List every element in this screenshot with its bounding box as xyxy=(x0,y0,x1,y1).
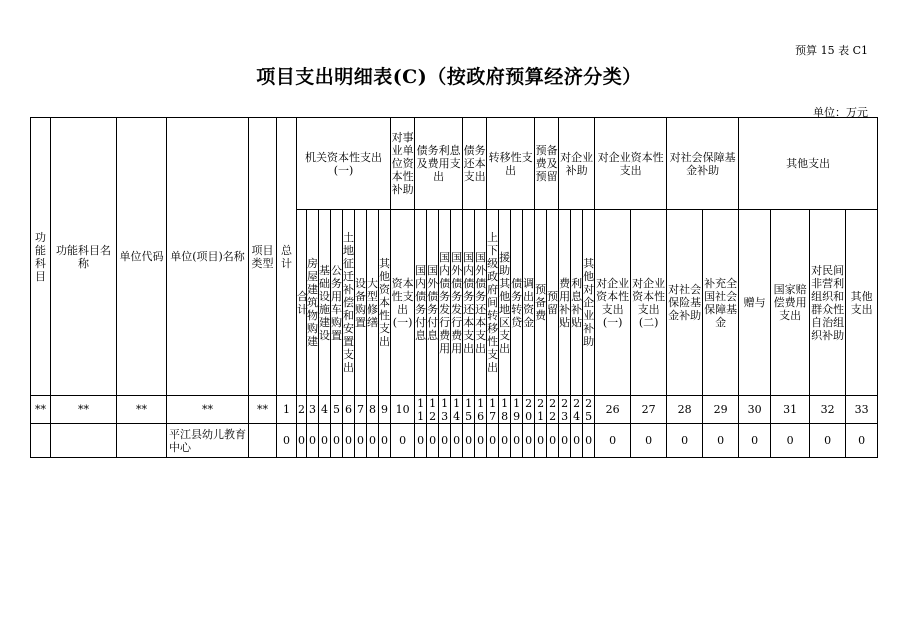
hdr-sub: 土地征迁补偿和安置支出 xyxy=(343,210,355,396)
hdr-group-transfer: 转移性支出 xyxy=(487,118,535,210)
cell-value: 0 xyxy=(319,424,331,458)
index-num: 29 xyxy=(703,396,739,424)
hdr-sub: 国内债务付息 xyxy=(415,210,427,396)
index-num: 16 xyxy=(475,396,487,424)
cell-value: 0 xyxy=(391,424,415,458)
hdr-sub: 国内债务还本支出 xyxy=(463,210,475,396)
hdr-sub: 补充全国社会保障基金 xyxy=(703,210,739,396)
cell-value: 0 xyxy=(427,424,439,458)
index-num: 32 xyxy=(810,396,846,424)
hdr-sub: 援助其他地区支出 xyxy=(499,210,511,396)
table-row xyxy=(31,424,878,458)
hdr-sub: 债务转贷 xyxy=(511,210,523,396)
hdr-sub: 国内债务发行费用 xyxy=(439,210,451,396)
cell-value: 0 xyxy=(511,424,523,458)
hdr-sub: 公务用车购置 xyxy=(331,210,343,396)
page-title: 项目支出明细表(C)（按政府预算经济分类） xyxy=(256,66,642,88)
index-row xyxy=(31,396,878,424)
hdr-sub: 合计 xyxy=(297,210,307,396)
index-num: 19 xyxy=(511,396,523,424)
index-num: 24 xyxy=(571,396,583,424)
hdr-sub: 国家赔偿费用支出 xyxy=(771,210,810,396)
hdr-group-enterprise-subsidy: 对企业补助 xyxy=(559,118,595,210)
hdr-sub: 对企业资本性支出(二) xyxy=(631,210,667,396)
cell-value: 0 xyxy=(277,424,297,458)
cell-value: 0 xyxy=(571,424,583,458)
cell-value: 0 xyxy=(810,424,846,458)
cell-value: 0 xyxy=(547,424,559,458)
cell-value: 0 xyxy=(771,424,810,458)
hdr-sub: 利息补贴 xyxy=(571,210,583,396)
index-num: 31 xyxy=(771,396,810,424)
index-star: ** xyxy=(249,396,277,424)
cell-value: 0 xyxy=(439,424,451,458)
hdr-group-debt-principal: 债务还本支出 xyxy=(463,118,487,210)
form-number: 预算 15 表 C1 xyxy=(795,44,868,57)
cell-value: 0 xyxy=(355,424,367,458)
index-num: 7 xyxy=(355,396,367,424)
cell-value: 0 xyxy=(379,424,391,458)
cell-unit-name: 平江县幼儿教育中心 xyxy=(167,424,249,458)
cell-value: 0 xyxy=(703,424,739,458)
index-num: 11 xyxy=(415,396,427,424)
cell-value: 0 xyxy=(367,424,379,458)
hdr-sub: 国外债务还本支出 xyxy=(475,210,487,396)
hdr-sub: 大型修缮 xyxy=(367,210,379,396)
index-num: 25 xyxy=(583,396,595,424)
cell-func-name xyxy=(51,424,117,458)
index-num: 13 xyxy=(439,396,451,424)
index-num: 14 xyxy=(451,396,463,424)
hdr-sub: 其他支出 xyxy=(846,210,878,396)
cell-value: 0 xyxy=(451,424,463,458)
index-num: 23 xyxy=(559,396,571,424)
cell-value: 0 xyxy=(559,424,571,458)
index-num: 28 xyxy=(667,396,703,424)
hdr-sub: 资本性支出(一) xyxy=(391,210,415,396)
hdr-sub: 房屋建筑物购建 xyxy=(307,210,319,396)
cell-value: 0 xyxy=(415,424,427,458)
cell-value: 0 xyxy=(523,424,535,458)
index-num: 5 xyxy=(331,396,343,424)
hdr-group-debt-interest: 债务利息及费用支出 xyxy=(415,118,463,210)
cell-value: 0 xyxy=(463,424,475,458)
hdr-group-enterprise-capital: 对企业资本性支出 xyxy=(595,118,667,210)
hdr-sub: 对民间非营利组织和群众性自治组织补助 xyxy=(810,210,846,396)
index-num: 6 xyxy=(343,396,355,424)
index-num: 3 xyxy=(307,396,319,424)
hdr-sub: 预留 xyxy=(547,210,559,396)
cell-value: 0 xyxy=(343,424,355,458)
index-num: 4 xyxy=(319,396,331,424)
index-num: 26 xyxy=(595,396,631,424)
index-num: 10 xyxy=(391,396,415,424)
index-num: 20 xyxy=(523,396,535,424)
hdr-sub: 预备费 xyxy=(535,210,547,396)
cell-value: 0 xyxy=(487,424,499,458)
hdr-sub: 上下级政府间转移性支出 xyxy=(487,210,499,396)
cell-unit-code xyxy=(117,424,167,458)
index-num: 21 xyxy=(535,396,547,424)
index-star: ** xyxy=(31,396,51,424)
index-num: 9 xyxy=(379,396,391,424)
cell-value: 0 xyxy=(535,424,547,458)
cell-value: 0 xyxy=(739,424,771,458)
hdr-sub: 设备购置 xyxy=(355,210,367,396)
index-num: 8 xyxy=(367,396,379,424)
hdr-proj-type: 项目类型 xyxy=(249,118,277,396)
hdr-group-reserve: 预备费及预留 xyxy=(535,118,559,210)
index-num: 15 xyxy=(463,396,475,424)
index-num: 33 xyxy=(846,396,878,424)
cell-value: 0 xyxy=(667,424,703,458)
hdr-sub: 国外债务发行费用 xyxy=(451,210,463,396)
hdr-sub: 对企业资本性支出(一) xyxy=(595,210,631,396)
unit-label: 单位：万元 xyxy=(813,106,868,119)
hdr-group-public-unit: 对事业单位资本性补助 xyxy=(391,118,415,210)
cell-value: 0 xyxy=(475,424,487,458)
index-num: 27 xyxy=(631,396,667,424)
hdr-group-social-security: 对社会保障基金补助 xyxy=(667,118,739,210)
index-num: 1 xyxy=(277,396,297,424)
cell-value: 0 xyxy=(499,424,511,458)
cell-func-code xyxy=(31,424,51,458)
index-star: ** xyxy=(117,396,167,424)
cell-value: 0 xyxy=(307,424,319,458)
hdr-group-other: 其他支出 xyxy=(739,118,878,210)
index-num: 30 xyxy=(739,396,771,424)
hdr-sub: 其他对企业补助 xyxy=(583,210,595,396)
hdr-sub: 费用补贴 xyxy=(559,210,571,396)
index-num: 2 xyxy=(297,396,307,424)
cell-value: 0 xyxy=(846,424,878,458)
hdr-unit-name: 单位(项目)名称 xyxy=(167,118,249,396)
hdr-unit-code: 单位代码 xyxy=(117,118,167,396)
hdr-sub: 赠与 xyxy=(739,210,771,396)
cell-value: 0 xyxy=(331,424,343,458)
index-num: 17 xyxy=(487,396,499,424)
index-num: 22 xyxy=(547,396,559,424)
hdr-sub: 对社会保险基金补助 xyxy=(667,210,703,396)
index-star: ** xyxy=(51,396,117,424)
hdr-sub: 基础设施建设 xyxy=(319,210,331,396)
hdr-func-name: 功能科目名称 xyxy=(51,118,117,396)
index-num: 12 xyxy=(427,396,439,424)
hdr-sub: 调出资金 xyxy=(523,210,535,396)
cell-value: 0 xyxy=(631,424,667,458)
cell-value: 0 xyxy=(583,424,595,458)
index-star: ** xyxy=(167,396,249,424)
expenditure-table xyxy=(30,117,878,458)
cell-value: 0 xyxy=(297,424,307,458)
cell-value: 0 xyxy=(595,424,631,458)
hdr-sub: 其他资本性支出 xyxy=(379,210,391,396)
hdr-group-capital: 机关资本性支出(一) xyxy=(297,118,391,210)
index-num: 18 xyxy=(499,396,511,424)
hdr-sub: 国外债务付息 xyxy=(427,210,439,396)
hdr-func-code: 功能科目 xyxy=(31,118,51,396)
hdr-total: 总计 xyxy=(277,118,297,396)
cell-proj-type xyxy=(249,424,277,458)
